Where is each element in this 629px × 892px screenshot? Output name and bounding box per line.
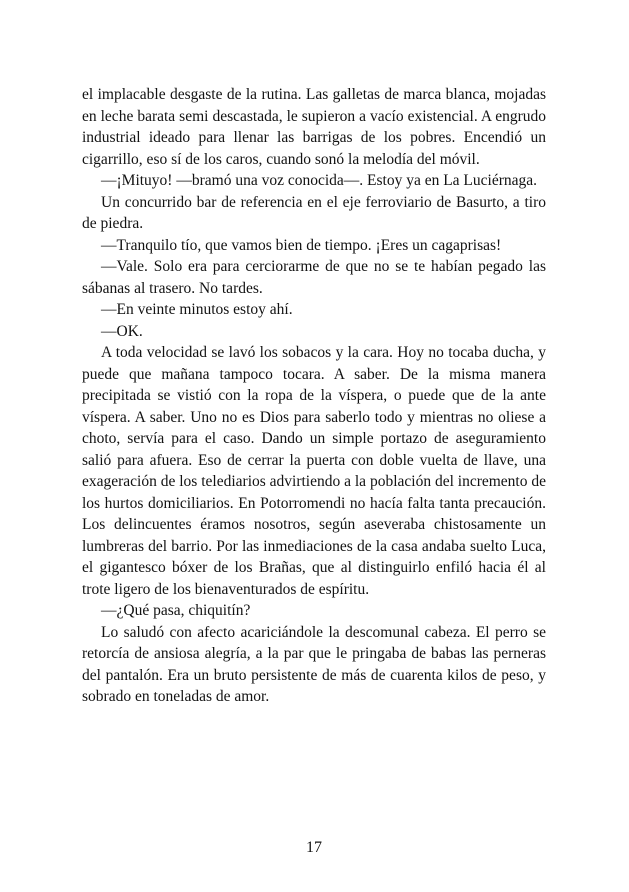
page-number: 17 bbox=[306, 839, 322, 856]
paragraph-dialogue: —¡Mituyo! —bramó una voz conocida—. Estoy ya en La Luciérnaga. bbox=[101, 172, 538, 189]
paragraph-narrative: Lo saludó con afecto acariciándole la descomunal cabeza. El perro se retorcía de ansiosa alegría, a la par que le pringaba de babas las perneras del pantalón. Era un bruto persistente de más de cuarenta kilos de peso, y sobrado en toneladas de amor. bbox=[82, 623, 546, 705]
paragraph-dialogue: —OK. bbox=[101, 322, 143, 340]
paragraph-narrative: A toda velocidad se lavó los sobacos y la cara. Hoy no tocaba ducha, y puede que mañana tampoco tocara. A saber. De la misma manera precipitada se vistió con la ropa de la víspera, o puede que de la ante víspera. A saber. Uno no es Dios para saberlo todo y mientras no oliese a choto, servía para el caso. Dando un simple portazo de aseguramiento salió para afuera. Eso de cerrar la puerta con doble vuelta de llave, una exageración de los telediarios advirtiendo a la población del incremento de los hurtos domiciliarios. En Potorromendi no hacía falta tanta precaución. Los delincuentes éramos nosotros, según aseveraba chistosamente un lumbreras del barrio. Por las inmediaciones de la casa andaba suelto Luca, el gigantesco bóxer de los Brañas, que al distinguirlo enfiló hacia él al trote ligero de los bienaventurados de espíritu. bbox=[82, 344, 546, 598]
paragraph-narrative: Un concurrido bar de referencia en el eje ferroviario de Basurto, a tiro de piedra. bbox=[82, 193, 546, 232]
paragraph-dialogue: —Vale. Solo era para cerciorarme de que no se te habían pegado las sábanas al trasero. No tardes. bbox=[82, 258, 546, 297]
paragraph-dialogue: —Tranquilo tío, que vamos bien de tiempo. ¡Eres un cagaprisas! bbox=[101, 236, 502, 254]
paragraph-continuation: el implacable desgaste de la rutina. Las galletas de marca blanca, mojadas en leche barata semi descastada, le supieron a vacío existencial. A engrudo industrial ideado para llenar las barrigas de los pobres. Encendió un cigarrillo, eso sí de los caros, cuando sonó la melodía del móvil. bbox=[82, 86, 546, 168]
paragraph-dialogue: —En veinte minutos estoy ahí. bbox=[101, 301, 293, 318]
paragraph-dialogue: —¿Qué pasa, chiquitín? bbox=[101, 602, 251, 619]
page-text-block bbox=[82, 84, 546, 708]
